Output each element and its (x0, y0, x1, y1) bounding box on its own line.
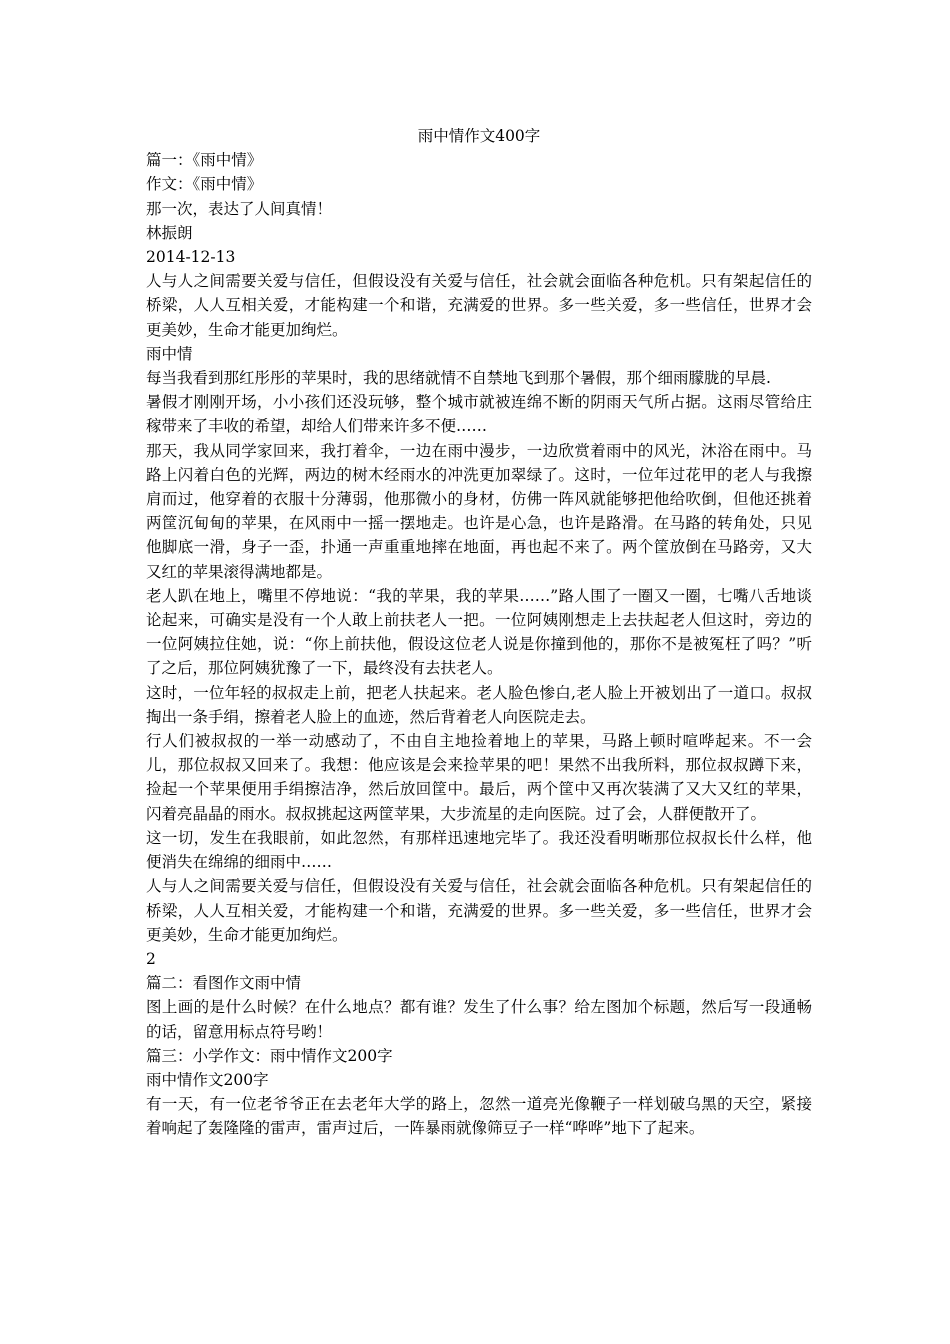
paragraph-body: 每当我看到那红彤彤的苹果时，我的思绪就情不自禁地飞到那个暑假，那个细雨朦胧的早晨. (146, 369, 771, 388)
paragraph-essay-label: 作文：《雨中情》 (146, 175, 263, 194)
paragraph-body: 暑假才刚刚开场，小小孩们还没玩够，整个城市就被连绵不断的阴雨天气所占据。这雨尽管给庄稼带来了丰收的希望，却给人们带来许多不便…… (146, 393, 812, 436)
paragraph-body: 行人们被叔叔的一举一动感动了，不由自主地捡着地上的苹果，马路上顿时喧哗起来。不一会儿，那位叔叔又回来了。我想：他应该是会来捡苹果的吧！果然不出我所料，那位叔叔蹲下来，捡起一个苹果便用手绢擦洁净，然后放回筐中。最后，两个筐中又再次装满了又大又红的苹果，闪着亮晶晶的雨水。叔叔挑起这两筐苹果，大步流星的走向医院。过了会，人群便散开了。 (146, 732, 812, 823)
paragraph-subheading: 雨中情作文200字 (146, 1070, 269, 1089)
paragraph-body: 老人趴在地上，嘴里不停地说：“我的苹果，我的苹果……”路人围了一圈又一圈，七嘴八舌地谈论起来，可确实是没有一个人敢上前扶老人一把。一位阿姨刚想走上去扶起老人但这时，旁边的一位阿姨拉住她，说：“你上前扶他，假设这位老人说是你撞到他的，那你不是被冤枉了吗？”听了之后，那位阿姨犹豫了一下，最终没有去扶老人。 (146, 586, 812, 678)
paragraph-number: 2 (146, 949, 156, 968)
paragraph-author: 林振朗 (146, 223, 193, 242)
paragraph-heading-1: 篇一：《雨中情》 (146, 151, 263, 170)
paragraph-conclusion: 人与人之间需要关爱与信任，但假设没有关爱与信任，社会就会面临各种危机。只有架起信任的桥梁，人人互相关爱，才能构建一个和谐，充满爱的世界。多一些关爱，多一些信任，世界才会更美妙，生命才能更加绚烂。 (146, 877, 812, 944)
paragraph-body: 图上画的是什么时候？在什么地点？都有谁？发生了什么事？给左图加个标题，然后写一段通畅的话，留意用标点符号哟！ (146, 998, 812, 1041)
paragraph-heading-3: 篇三：小学作文：雨中情作文200字 (146, 1046, 393, 1065)
paragraph-body: 有一天，有一位老爷爷正在去老年大学的路上，忽然一道亮光像鞭子一样划破乌黑的天空，紧接着响起了轰隆隆的雷声，雷声过后，一阵暴雨就像筛豆子一样“哗哗”地下了起来。 (146, 1095, 812, 1138)
paragraph-body: 那天，我从同学家回来，我打着伞，一边在雨中漫步，一边欣赏着雨中的风光，沐浴在雨中。马路上闪着白色的光辉，两边的树木经雨水的冲洗更加翠绿了。这时，一位年过花甲的老人与我擦肩而过，他穿着的衣服十分薄弱，他那微小的身材，仿佛一阵风就能够把他给吹倒，但他还挑着两筐沉甸甸的苹果，在风雨中一摇一摆地走。也许是心急，也许是路滑。在马路的转角处，只见他脚底一滑，身子一歪，扑通一声重重地摔在地面，再也起不来了。两个筐放倒在马路旁，又大又红的苹果滚得满地都是。 (146, 441, 812, 581)
document-title: 雨中情作文400字 (417, 127, 541, 145)
document-body (146, 124, 812, 1141)
paragraph-heading-2: 篇二：看图作文雨中情 (146, 974, 302, 993)
paragraph-intro: 人与人之间需要关爱与信任，但假设没有关爱与信任，社会就会面临各种危机。只有架起信任的桥梁，人人互相关爱，才能构建一个和谐，充满爱的世界。多一些关爱，多一些信任，世界才会更美妙，生命才能更加绚烂。 (146, 272, 812, 339)
paragraph-subtitle: 那一次，表达了人间真情！ (146, 199, 333, 218)
paragraph-body: 这时，一位年轻的叔叔走上前，把老人扶起来。老人脸色惨白,老人脸上开被划出了一道口。叔叔掏出一条手绢，擦着老人脸上的血迹，然后背着老人向医院走去。 (146, 683, 812, 726)
paragraph-section-title: 雨中情 (146, 344, 193, 363)
paragraph-body: 这一切，发生在我眼前，如此忽然，有那样迅速地完毕了。我还没看明晰那位叔叔长什么样，他便消失在绵绵的细雨中…… (146, 828, 812, 872)
paragraph-date: 2014-12-13 (146, 248, 236, 267)
